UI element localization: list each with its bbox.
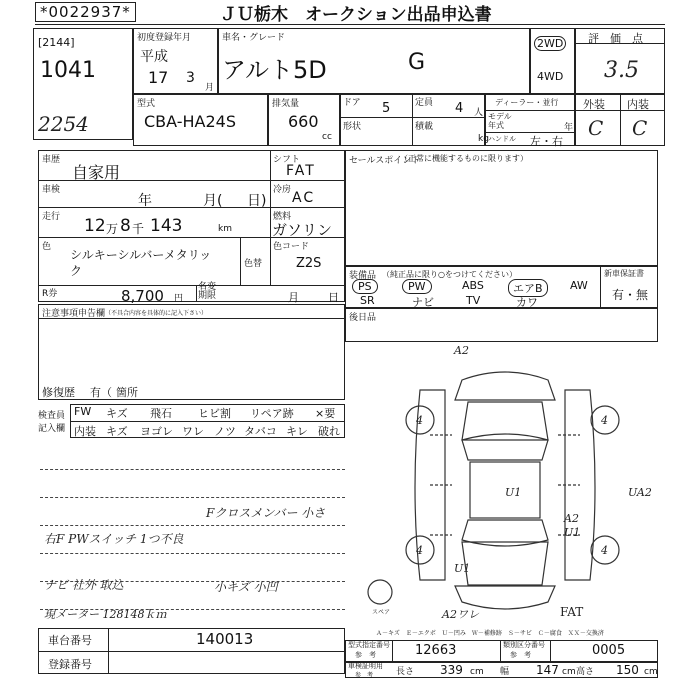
equip-navi: ナビ — [412, 296, 434, 309]
inspector-int-tear: 破れ — [318, 425, 340, 438]
document-number: *0022937* — [35, 2, 136, 22]
type-divider-1 — [392, 640, 393, 662]
vehicle-grade: G — [408, 50, 426, 75]
notes-label: 注意事項申告欄 — [42, 309, 106, 319]
grade-eval-divider — [620, 94, 621, 146]
inspector-fw-repair: リペア跡 — [250, 407, 294, 420]
equipment-divider — [600, 266, 601, 308]
repair-value: 有（ — [90, 386, 112, 399]
dmg-label-tyre-rl: 4 — [416, 544, 423, 557]
name-change-day: 日 — [328, 291, 339, 304]
vehicle-label: 車名・グレード — [222, 33, 286, 43]
exterior-label: 外装 — [583, 98, 605, 111]
chassis-label: 車台番号 — [48, 634, 92, 647]
inspector-int-dirt: ヨゴレ — [140, 425, 173, 438]
width-value: 147 — [536, 663, 559, 677]
mileage-man: 12 — [84, 216, 106, 236]
doors-label: ドア — [343, 98, 361, 108]
front-bumper-shape — [455, 372, 555, 400]
mileage-man-unit: 万 — [106, 222, 119, 236]
notes-sub: （不具合内容を具体的に記入下さい） — [105, 310, 208, 317]
dmg-label-tyre-fl: 4 — [416, 414, 423, 427]
exterior-grade: C — [588, 116, 604, 140]
inspector-fw-need: ×要 — [315, 407, 336, 420]
model-year-unit: 年 — [564, 123, 574, 133]
note-line-3 — [40, 525, 345, 526]
color-code-value: Z2S — [296, 256, 322, 271]
width-label: 幅 — [500, 667, 510, 677]
inspector-interior: 内装 — [74, 425, 96, 438]
color-code-label: 色コード — [273, 242, 310, 252]
inspection-month: 月( — [203, 193, 223, 209]
dims-label: 車検証明用 — [348, 662, 383, 670]
note-navi: ナビ 社外 取込 — [44, 578, 124, 592]
inspector-fw-scratch: キズ — [106, 407, 128, 420]
note-meter: 現メーター 128148ｋｍ — [44, 608, 167, 621]
doors-divider — [412, 94, 413, 146]
rating-label: 評 価 点 — [588, 32, 643, 45]
name-change-label: 名変期限 — [198, 282, 217, 301]
header-rule — [35, 24, 665, 25]
equip-tv: TV — [466, 294, 481, 307]
dmg-label-rear-bumper: A2ワレ — [442, 608, 479, 621]
dmg-label-rear-right-u: U1 — [564, 526, 581, 539]
info-rule-4 — [38, 285, 345, 286]
lot-code: [2144] — [38, 36, 75, 49]
color-label: 色 — [42, 242, 52, 252]
chassis-divider — [108, 628, 109, 674]
length-label: 長さ — [396, 667, 415, 677]
inspector-int-scratch: キズ — [106, 425, 128, 438]
inspector-int-crack: ワレ — [182, 425, 204, 438]
mileage-rest: 143 — [150, 216, 183, 236]
note-line-2 — [40, 497, 345, 498]
capacity-unit: 人 — [474, 108, 484, 118]
equip-ps: PS — [352, 279, 378, 294]
capacity-label: 定員 — [415, 98, 434, 108]
model-label: 型式 — [137, 99, 156, 109]
equip-abs: ABS — [462, 279, 484, 292]
category-value: 0005 — [592, 643, 626, 658]
load-label: 積載 — [415, 122, 434, 132]
displacement-value: 660 — [288, 112, 319, 131]
shape-label: 形状 — [343, 122, 362, 132]
name-change-month: 月 — [288, 291, 299, 304]
model-value: CBA-HA24S — [144, 112, 237, 131]
dmg-label-rear-hatch: U1 — [454, 562, 471, 575]
height-unit: cm — [644, 667, 658, 677]
load-unit: kg — [478, 134, 489, 144]
drive-2wd: 2WD — [534, 36, 566, 51]
sales-point-box — [345, 150, 658, 266]
inspector-int-burn: タバコ — [244, 425, 277, 438]
inspector-label-2: 記入欄 — [38, 424, 66, 434]
dims-sub: 参 考 — [355, 672, 374, 679]
windshield-shape — [462, 434, 548, 460]
interior-grade: C — [632, 116, 648, 140]
handle-label: ハンドル — [488, 135, 516, 143]
notes-rule — [38, 318, 345, 319]
vehicle-name: アルト5D — [222, 56, 327, 84]
first-registration-month-unit: 月 — [205, 83, 215, 93]
dmg-label-fat: FAT — [560, 605, 584, 619]
length-value: 339 — [440, 663, 463, 677]
equipment-sub: （純正品に限り○をつけてください） — [382, 270, 517, 279]
interior-label: 内装 — [627, 98, 649, 111]
inspector-fw: FW — [74, 405, 92, 418]
equip-leather: カワ — [516, 296, 538, 309]
type-divider-3 — [550, 640, 551, 662]
ac-label: 冷房 — [273, 185, 292, 195]
dmg-label-tyre-rr: 4 — [601, 544, 608, 557]
length-unit: cm — [470, 667, 484, 677]
category-label: 類別区分番号 — [503, 641, 545, 649]
new-warranty-value: 有・無 — [612, 288, 649, 302]
dmg-label-front: A2 — [454, 344, 469, 357]
equip-aw: AW — [570, 279, 588, 292]
first-registration-month: 3 — [186, 70, 195, 86]
inspector-fw-crack: ヒビ割 — [198, 407, 231, 420]
repair-place: 箇所 — [116, 386, 138, 399]
capacity-value: 4 — [455, 101, 464, 116]
car-diagram — [350, 340, 670, 630]
dmg-label-roof: U1 — [505, 486, 522, 499]
equip-pw: PW — [402, 279, 432, 294]
fuel-label: 燃料 — [273, 212, 292, 222]
mileage-sen-unit: 千 — [132, 222, 145, 236]
color-change-label: 色替 — [244, 259, 263, 269]
shift-label: シフト — [273, 155, 301, 165]
sales-point-sub: （正常に機能するものに限ります） — [400, 154, 528, 163]
recycle-unit: 円 — [174, 294, 184, 304]
note-small-dent: 小キズ 小凹 — [214, 580, 278, 594]
type-designation-label: 型式指定番号 — [348, 641, 390, 649]
inspection-year: 年 — [138, 193, 152, 209]
new-warranty-label: 新車保証書 — [604, 269, 644, 278]
rating-value: 3.5 — [604, 58, 639, 83]
mileage-unit: km — [218, 224, 232, 234]
mileage-sen: 8 — [120, 216, 131, 236]
drive-4wd: 4WD — [537, 70, 564, 83]
recycle-divider — [196, 285, 197, 302]
spare-tyre — [368, 580, 392, 604]
note-pw-switch: 右F PWスイッチ 1つ不良 — [44, 532, 184, 546]
fuel-value: ガソリン — [272, 221, 333, 239]
note-line-4 — [40, 553, 345, 554]
height-label: 高さ — [576, 667, 595, 677]
type-divider-2 — [500, 640, 501, 662]
type-designation-value: 12663 — [415, 643, 457, 658]
equip-airbag: エアB — [508, 279, 548, 297]
chassis-rule — [38, 651, 345, 652]
mileage-label: 走行 — [42, 212, 61, 222]
dmg-label-right-side: UA2 — [628, 486, 652, 499]
damage-legend: Ａ－キズ Ｅ－エクボ Ｕ－凹み Ｗ－補修跡 Ｓ－サビ Ｃ－腐食 ＸＸ－交換済 — [376, 630, 604, 637]
form-title: ＪＵ栃木 オークション出品申込書 — [220, 5, 492, 25]
lot-number: 1041 — [40, 58, 96, 83]
first-registration-year: 17 — [148, 68, 169, 87]
height-value: 150 — [616, 663, 639, 677]
color-value: シルキーシルバーメタリッ — [70, 248, 212, 262]
recycle-label: R券 — [42, 289, 58, 299]
inspection-label: 車検 — [42, 185, 61, 195]
inspector-rule — [70, 421, 345, 422]
inspector-fw-chip: 飛石 — [150, 407, 172, 420]
dmg-label-tyre-fr: 4 — [601, 414, 608, 427]
note-line-1 — [40, 469, 345, 470]
ac-value: AC — [292, 190, 316, 206]
type-designation-sub: 参 考 — [355, 651, 376, 659]
registration-label: 登録番号 — [48, 658, 92, 671]
inspector-label-1: 検査員 — [38, 411, 66, 421]
sales-point-label: セールスポイント — [349, 156, 421, 166]
displacement-unit: cc — [322, 132, 332, 142]
rear-hatch-shape — [462, 542, 548, 585]
note-crossmember: Fクロスメンバー 小さ — [206, 506, 326, 520]
first-registration-era: 平成 — [140, 49, 168, 65]
repair-label: 修復歴 — [42, 386, 75, 399]
model-year-label: モデル年式 — [488, 112, 512, 130]
dealer-label: ディーラー・並行 — [495, 98, 559, 107]
equipment-label: 装備品 — [349, 271, 377, 281]
dmg-label-rear-right-a: A2 — [564, 512, 579, 525]
doors-value: 5 — [382, 101, 391, 116]
color-value-2: ク — [70, 264, 83, 278]
history-label: 車歴 — [42, 155, 61, 165]
history-value: 自家用 — [72, 163, 121, 182]
category-sub: 参 考 — [510, 651, 531, 659]
inspection-day: 日) — [247, 193, 267, 209]
info-divider — [270, 150, 271, 285]
first-registration-label: 初度登録年月 — [137, 33, 192, 43]
recycle-value: 8,700 — [121, 287, 164, 305]
width-unit: cm — [562, 667, 576, 677]
rear-label: 後日品 — [349, 313, 377, 323]
handle-value: 左・右 — [530, 135, 563, 148]
equip-sr: SR — [360, 294, 375, 307]
inspector-int-dent: ノツ — [214, 425, 236, 438]
color-change-divider — [240, 237, 241, 285]
lot-handwritten: 2254 — [38, 112, 89, 136]
spare-label: スペア — [372, 609, 391, 616]
displacement-label: 排気量 — [272, 99, 300, 109]
rear-bumper-shape — [455, 586, 555, 609]
inspector-int-cut: キレ — [286, 425, 308, 438]
info-rule-2 — [38, 207, 345, 208]
shift-value: FAT — [286, 163, 316, 179]
dealer-rule — [485, 110, 575, 111]
rear-box — [345, 308, 658, 342]
chassis-value: 140013 — [196, 630, 254, 648]
